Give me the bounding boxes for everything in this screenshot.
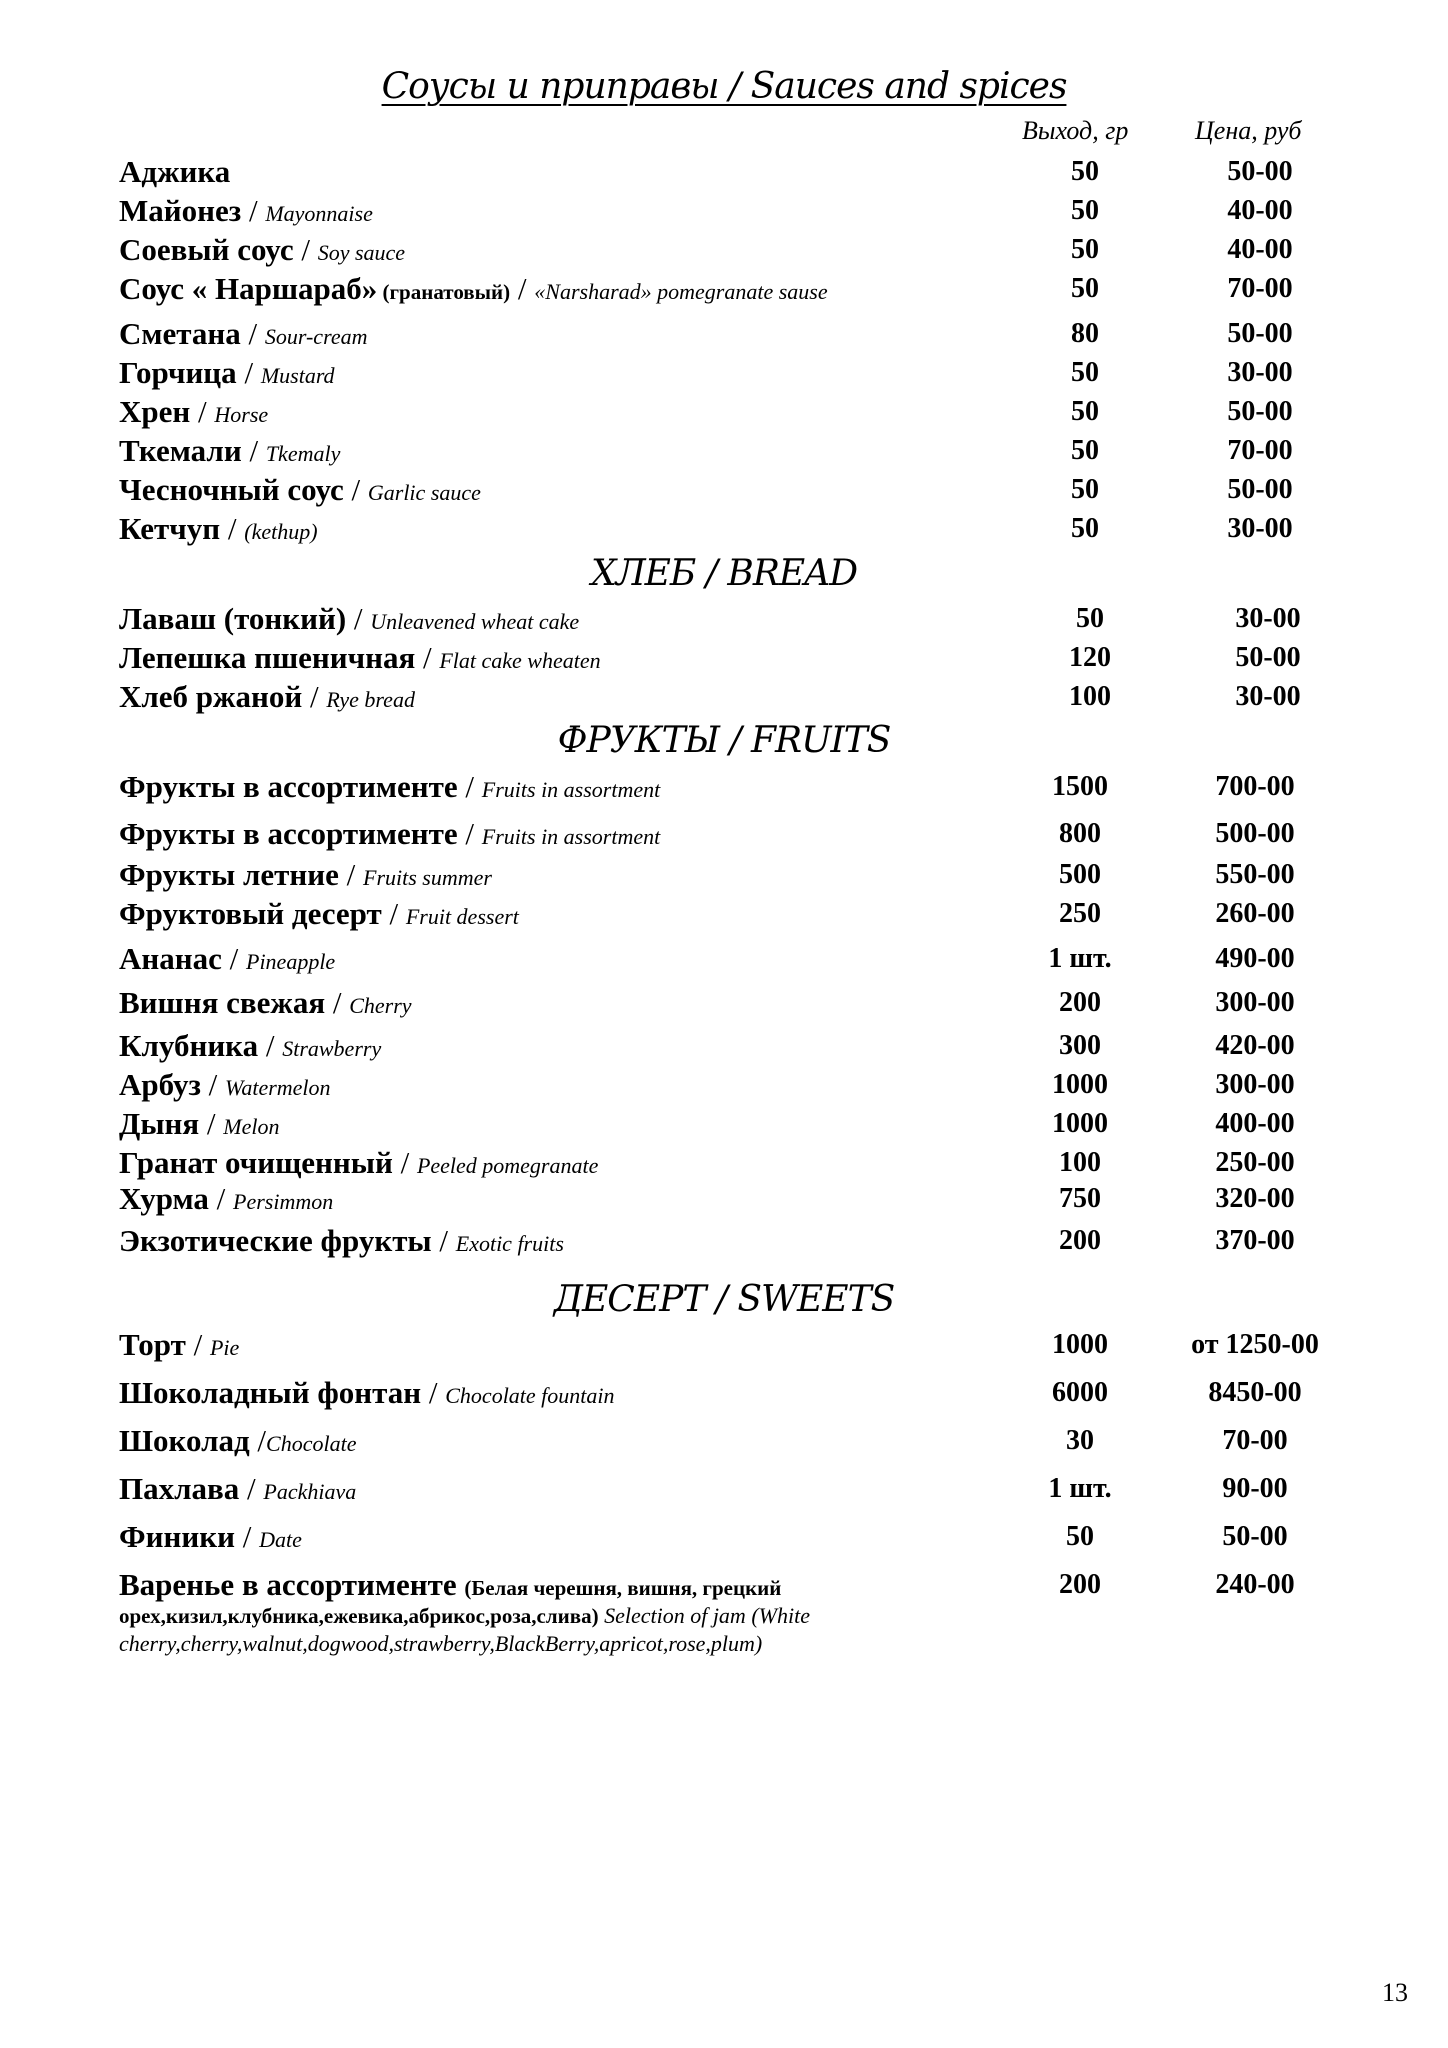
item-price: 40-00 — [1227, 195, 1293, 226]
item-price: 70-00 — [1227, 435, 1293, 466]
item-qty: 50 — [1071, 435, 1099, 466]
item-name-en: Fruits summer — [363, 865, 492, 890]
item-name-en: Soy sauce — [317, 240, 406, 265]
item-name-ru: Арбуз — [119, 1067, 201, 1102]
item-name — [119, 1566, 781, 1607]
menu-row — [0, 270, 1448, 308]
item-name-ru: Лепешка пшеничная — [119, 640, 416, 675]
item-name-en: Persimmon — [233, 1189, 334, 1214]
item-name — [119, 270, 828, 311]
item-name — [119, 354, 335, 395]
item-price: 420-00 — [1215, 1030, 1295, 1061]
item-separator: / — [293, 232, 318, 267]
item-separator: / — [185, 1327, 210, 1362]
menu-row — [0, 1144, 1448, 1182]
item-name — [119, 1222, 564, 1263]
item-separator: / — [258, 1028, 283, 1063]
item-qty: 1000 — [1052, 1329, 1108, 1360]
menu-row — [0, 231, 1448, 269]
item-name — [119, 315, 367, 356]
item-separator: / — [236, 355, 261, 390]
menu-row — [0, 940, 1448, 978]
item-name — [119, 1027, 381, 1068]
menu-row — [0, 471, 1448, 509]
item-name — [119, 678, 415, 719]
item-qty: 50 — [1071, 195, 1099, 226]
menu-row — [0, 153, 1448, 191]
menu-row — [0, 1470, 1448, 1508]
qty-column-header: Выход, гр — [1022, 116, 1129, 145]
menu-row — [0, 856, 1448, 894]
jam-note — [119, 1602, 999, 1658]
menu-row — [0, 1326, 1448, 1364]
item-name — [119, 510, 318, 551]
item-qty: 200 — [1059, 1225, 1101, 1256]
item-name-en: Watermelon — [225, 1075, 331, 1100]
item-name-ru: Гранат очищенный — [119, 1145, 393, 1180]
item-qty: 800 — [1059, 818, 1101, 849]
item-name-en: Flat cake wheaten — [439, 648, 601, 673]
item-qty: 1000 — [1052, 1108, 1108, 1139]
item-separator: / — [221, 941, 246, 976]
item-name — [119, 1180, 333, 1221]
item-name — [119, 153, 230, 191]
item-price: 490-00 — [1215, 943, 1295, 974]
item-price: 500-00 — [1215, 818, 1295, 849]
item-separator: / — [200, 1067, 226, 1102]
item-name-ru: Хрен — [119, 394, 191, 429]
item-price: 70-00 — [1222, 1425, 1288, 1456]
item-price: от 1250-00 — [1191, 1329, 1319, 1360]
menu-row — [0, 639, 1448, 677]
menu-row — [0, 600, 1448, 638]
menu-row — [0, 192, 1448, 230]
item-price: 8450-00 — [1208, 1377, 1302, 1408]
item-name-en: Fruits in assortment — [481, 777, 661, 802]
item-name-ru: Аджика — [119, 154, 231, 189]
item-qty: 80 — [1071, 318, 1099, 349]
item-name-en: Unleavened wheat cake — [370, 609, 580, 634]
item-name-en: Pie — [209, 1335, 240, 1360]
item-qty: 250 — [1059, 898, 1101, 929]
item-qty: 50 — [1066, 1521, 1094, 1552]
item-qty: 200 — [1059, 987, 1101, 1018]
item-qty: 50 — [1076, 603, 1104, 634]
item-qty: 50 — [1071, 474, 1099, 505]
item-name-ru: Финики — [119, 1519, 235, 1554]
item-qty: 500 — [1059, 859, 1101, 890]
item-name-ru: Фрукты в ассортименте — [119, 769, 458, 804]
menu-row — [0, 354, 1448, 392]
item-name — [119, 1422, 356, 1463]
item-separator: / — [240, 316, 265, 351]
menu-row — [0, 678, 1448, 716]
item-qty: 50 — [1071, 357, 1099, 388]
item-price: 30-00 — [1227, 357, 1293, 388]
item-price: 50-00 — [1227, 474, 1293, 505]
price-column-header: Цена, руб — [1195, 116, 1302, 145]
item-separator: / — [220, 511, 245, 546]
item-separator: / — [457, 816, 482, 851]
item-qty: 200 — [1059, 1569, 1101, 1600]
item-name — [119, 1470, 356, 1511]
item-name-ru: Шоколадный фонтан — [119, 1375, 422, 1410]
item-name-en: Garlic sauce — [367, 480, 481, 505]
item-separator: / — [421, 1375, 446, 1410]
item-separator: / — [190, 394, 215, 429]
menu-row — [0, 315, 1448, 353]
item-name — [119, 984, 412, 1025]
item-qty: 30 — [1066, 1425, 1094, 1456]
item-separator: / — [234, 1519, 260, 1554]
item-name-en: Mustard — [260, 363, 335, 388]
item-name-en: Sour-cream — [264, 324, 368, 349]
item-separator: / — [241, 433, 266, 468]
item-name — [119, 1066, 331, 1107]
menu-row — [0, 815, 1448, 853]
menu-row — [0, 510, 1448, 548]
item-separator: / — [199, 1106, 224, 1141]
item-price: 550-00 — [1215, 859, 1295, 890]
item-name — [119, 432, 340, 473]
item-name-en: Horse — [214, 402, 269, 427]
item-name-en: Fruit dessert — [405, 904, 519, 929]
jam-note-ru-line2: орех,кизил,клубника,ежевика,абрикос,роза,слива) — [119, 1604, 599, 1628]
item-price: 30-00 — [1235, 603, 1301, 634]
item-name-en: Fruits in assortment — [481, 824, 661, 849]
item-name-en: Strawberry — [282, 1036, 382, 1061]
item-qty: 50 — [1071, 234, 1099, 265]
item-separator: / — [457, 769, 482, 804]
item-separator: / — [241, 193, 266, 228]
item-price: 300-00 — [1215, 987, 1295, 1018]
item-price: 90-00 — [1222, 1473, 1288, 1504]
item-price: 40-00 — [1227, 234, 1293, 265]
menu-row — [0, 1566, 1448, 1604]
item-separator: / — [338, 857, 363, 892]
menu-row — [0, 768, 1448, 806]
item-name-en: Rye bread — [326, 687, 415, 712]
menu-row — [0, 984, 1448, 1022]
item-name-ru: Фрукты в ассортименте — [119, 816, 458, 851]
menu-row — [0, 1374, 1448, 1412]
item-qty: 6000 — [1052, 1377, 1108, 1408]
item-price: 50-00 — [1227, 318, 1293, 349]
item-name-en: Chocolate fountain — [445, 1383, 615, 1408]
item-name-ru: Соевый соус — [119, 232, 294, 267]
item-separator: / — [346, 601, 371, 636]
item-separator: / — [510, 271, 535, 306]
item-name — [119, 471, 481, 512]
item-name — [119, 768, 660, 809]
item-name-en: Tkemaly — [265, 441, 341, 466]
menu-row — [0, 1422, 1448, 1460]
item-separator: / — [392, 1145, 417, 1180]
item-qty: 100 — [1059, 1147, 1101, 1178]
item-name — [119, 856, 492, 897]
item-price: 70-00 — [1227, 273, 1293, 304]
item-separator: / — [249, 1423, 267, 1458]
menu-row — [0, 1066, 1448, 1104]
item-qty: 750 — [1059, 1183, 1101, 1214]
item-name — [119, 1518, 302, 1559]
menu-row — [0, 1105, 1448, 1143]
item-name-en: Peeled pomegranate — [416, 1153, 599, 1178]
item-price: 370-00 — [1215, 1225, 1295, 1256]
item-separator: / — [381, 896, 406, 931]
item-separator: / — [431, 1223, 456, 1258]
item-name-ru: Фруктовый десерт — [119, 896, 382, 931]
item-name-ru: Ананас — [119, 941, 222, 976]
item-qty: 1000 — [1052, 1069, 1108, 1100]
item-name-en: Date — [259, 1527, 302, 1552]
item-name — [119, 231, 405, 272]
item-name-ru: Экзотические фрукты — [119, 1223, 432, 1258]
item-name — [119, 895, 519, 936]
item-separator: / — [343, 472, 368, 507]
item-name-ru: Пахлава — [119, 1471, 240, 1506]
item-price: 50-00 — [1227, 156, 1293, 187]
menu-row — [0, 432, 1448, 470]
item-name-en: «Narsharad» pomegranate sause — [534, 279, 828, 304]
item-price: 30-00 — [1227, 513, 1293, 544]
menu-row — [0, 1027, 1448, 1065]
item-name-ru: Вишня свежая — [119, 985, 326, 1020]
item-name-en: Pineapple — [246, 949, 336, 974]
item-name-ru: Дыня — [119, 1106, 200, 1141]
item-separator: / — [302, 679, 327, 714]
item-price: 700-00 — [1215, 771, 1295, 802]
item-name-ru: Майонез — [119, 193, 242, 228]
item-price: 320-00 — [1215, 1183, 1295, 1214]
item-qty: 50 — [1071, 513, 1099, 544]
item-name-ru: Хурма — [119, 1181, 209, 1216]
item-price: 240-00 — [1215, 1569, 1295, 1600]
item-price: 250-00 — [1215, 1147, 1295, 1178]
item-name-ru: Ткемали — [119, 433, 242, 468]
item-price: 50-00 — [1222, 1521, 1288, 1552]
item-separator: / — [415, 640, 440, 675]
item-name — [119, 1326, 239, 1367]
item-price: 300-00 — [1215, 1069, 1295, 1100]
item-separator: / — [325, 985, 350, 1020]
item-name-en: Packhiava — [263, 1479, 357, 1504]
item-name — [119, 600, 579, 641]
menu-row — [0, 393, 1448, 431]
item-name — [119, 940, 335, 981]
item-separator: / — [239, 1471, 264, 1506]
item-name-en: Chocolate — [266, 1431, 357, 1456]
item-qty: 50 — [1071, 156, 1099, 187]
item-name-en: Cherry — [349, 993, 412, 1018]
item-qty: 1500 — [1052, 771, 1108, 802]
item-name-ru: Сметана — [119, 316, 241, 351]
item-name — [119, 1374, 615, 1415]
item-name-ru: Клубника — [119, 1028, 259, 1063]
item-name-ru: Хлеб ржаной — [119, 679, 303, 714]
sauces-heading: Соусы и приправы / Sauces and spices — [381, 66, 1067, 107]
item-name-en: (kethup) — [244, 519, 318, 544]
item-name-ru: Горчица — [119, 355, 237, 390]
menu-row — [0, 895, 1448, 933]
bread-heading: ХЛЕБ / BREAD — [590, 553, 858, 594]
jam-note-en: Selection of jam (White cherry,cherry,walnut,dogwood,strawberry,BlackBerry,apricot,rose,plum) — [119, 1603, 810, 1656]
item-price: 50-00 — [1227, 396, 1293, 427]
sweets-heading: ДЕСЕРТ / SWEETS — [553, 1279, 895, 1320]
fruits-heading: ФРУКТЫ / FRUITS — [557, 720, 891, 761]
item-name-ru: Варенье в ассортименте — [119, 1567, 457, 1602]
item-name-en: Melon — [223, 1114, 280, 1139]
item-name — [119, 815, 660, 856]
item-name-ru: Соус « Наршараб» — [119, 271, 378, 306]
item-qty: 120 — [1069, 642, 1111, 673]
item-qty: 50 — [1071, 396, 1099, 427]
item-name — [119, 639, 601, 680]
item-name-ru: Лаваш (тонкий) — [119, 601, 347, 636]
item-price: 400-00 — [1215, 1108, 1295, 1139]
item-separator: / — [208, 1181, 234, 1216]
item-name — [119, 1105, 280, 1146]
item-name — [119, 1144, 598, 1185]
item-name-ru: Фрукты летние — [119, 857, 339, 892]
item-price: 50-00 — [1235, 642, 1301, 673]
item-name-ru: Чесночный соус — [119, 472, 344, 507]
item-name-en: Mayonnaise — [265, 201, 373, 226]
item-qty: 50 — [1071, 273, 1099, 304]
item-name-ru: Торт — [119, 1327, 186, 1362]
item-name — [119, 393, 268, 434]
item-price: 260-00 — [1215, 898, 1295, 929]
item-name-ru: Кетчуп — [119, 511, 221, 546]
item-name-ru-note: (гранатовый) — [377, 280, 511, 304]
item-qty: 100 — [1069, 681, 1111, 712]
menu-row — [0, 1180, 1448, 1218]
item-name-ru: Шоколад — [119, 1423, 250, 1458]
item-qty: 300 — [1059, 1030, 1101, 1061]
item-name-en: Exotic fruits — [455, 1231, 564, 1256]
item-qty: 1 шт. — [1048, 1473, 1112, 1504]
menu-row — [0, 1222, 1448, 1260]
jam-note-ru-line1: (Белая черешня, вишня, грецкий — [464, 1576, 782, 1600]
item-name — [119, 192, 373, 233]
page-number: 13 — [1382, 1978, 1408, 2007]
menu-row — [0, 1518, 1448, 1556]
item-qty: 1 шт. — [1048, 943, 1112, 974]
item-price: 30-00 — [1235, 681, 1301, 712]
